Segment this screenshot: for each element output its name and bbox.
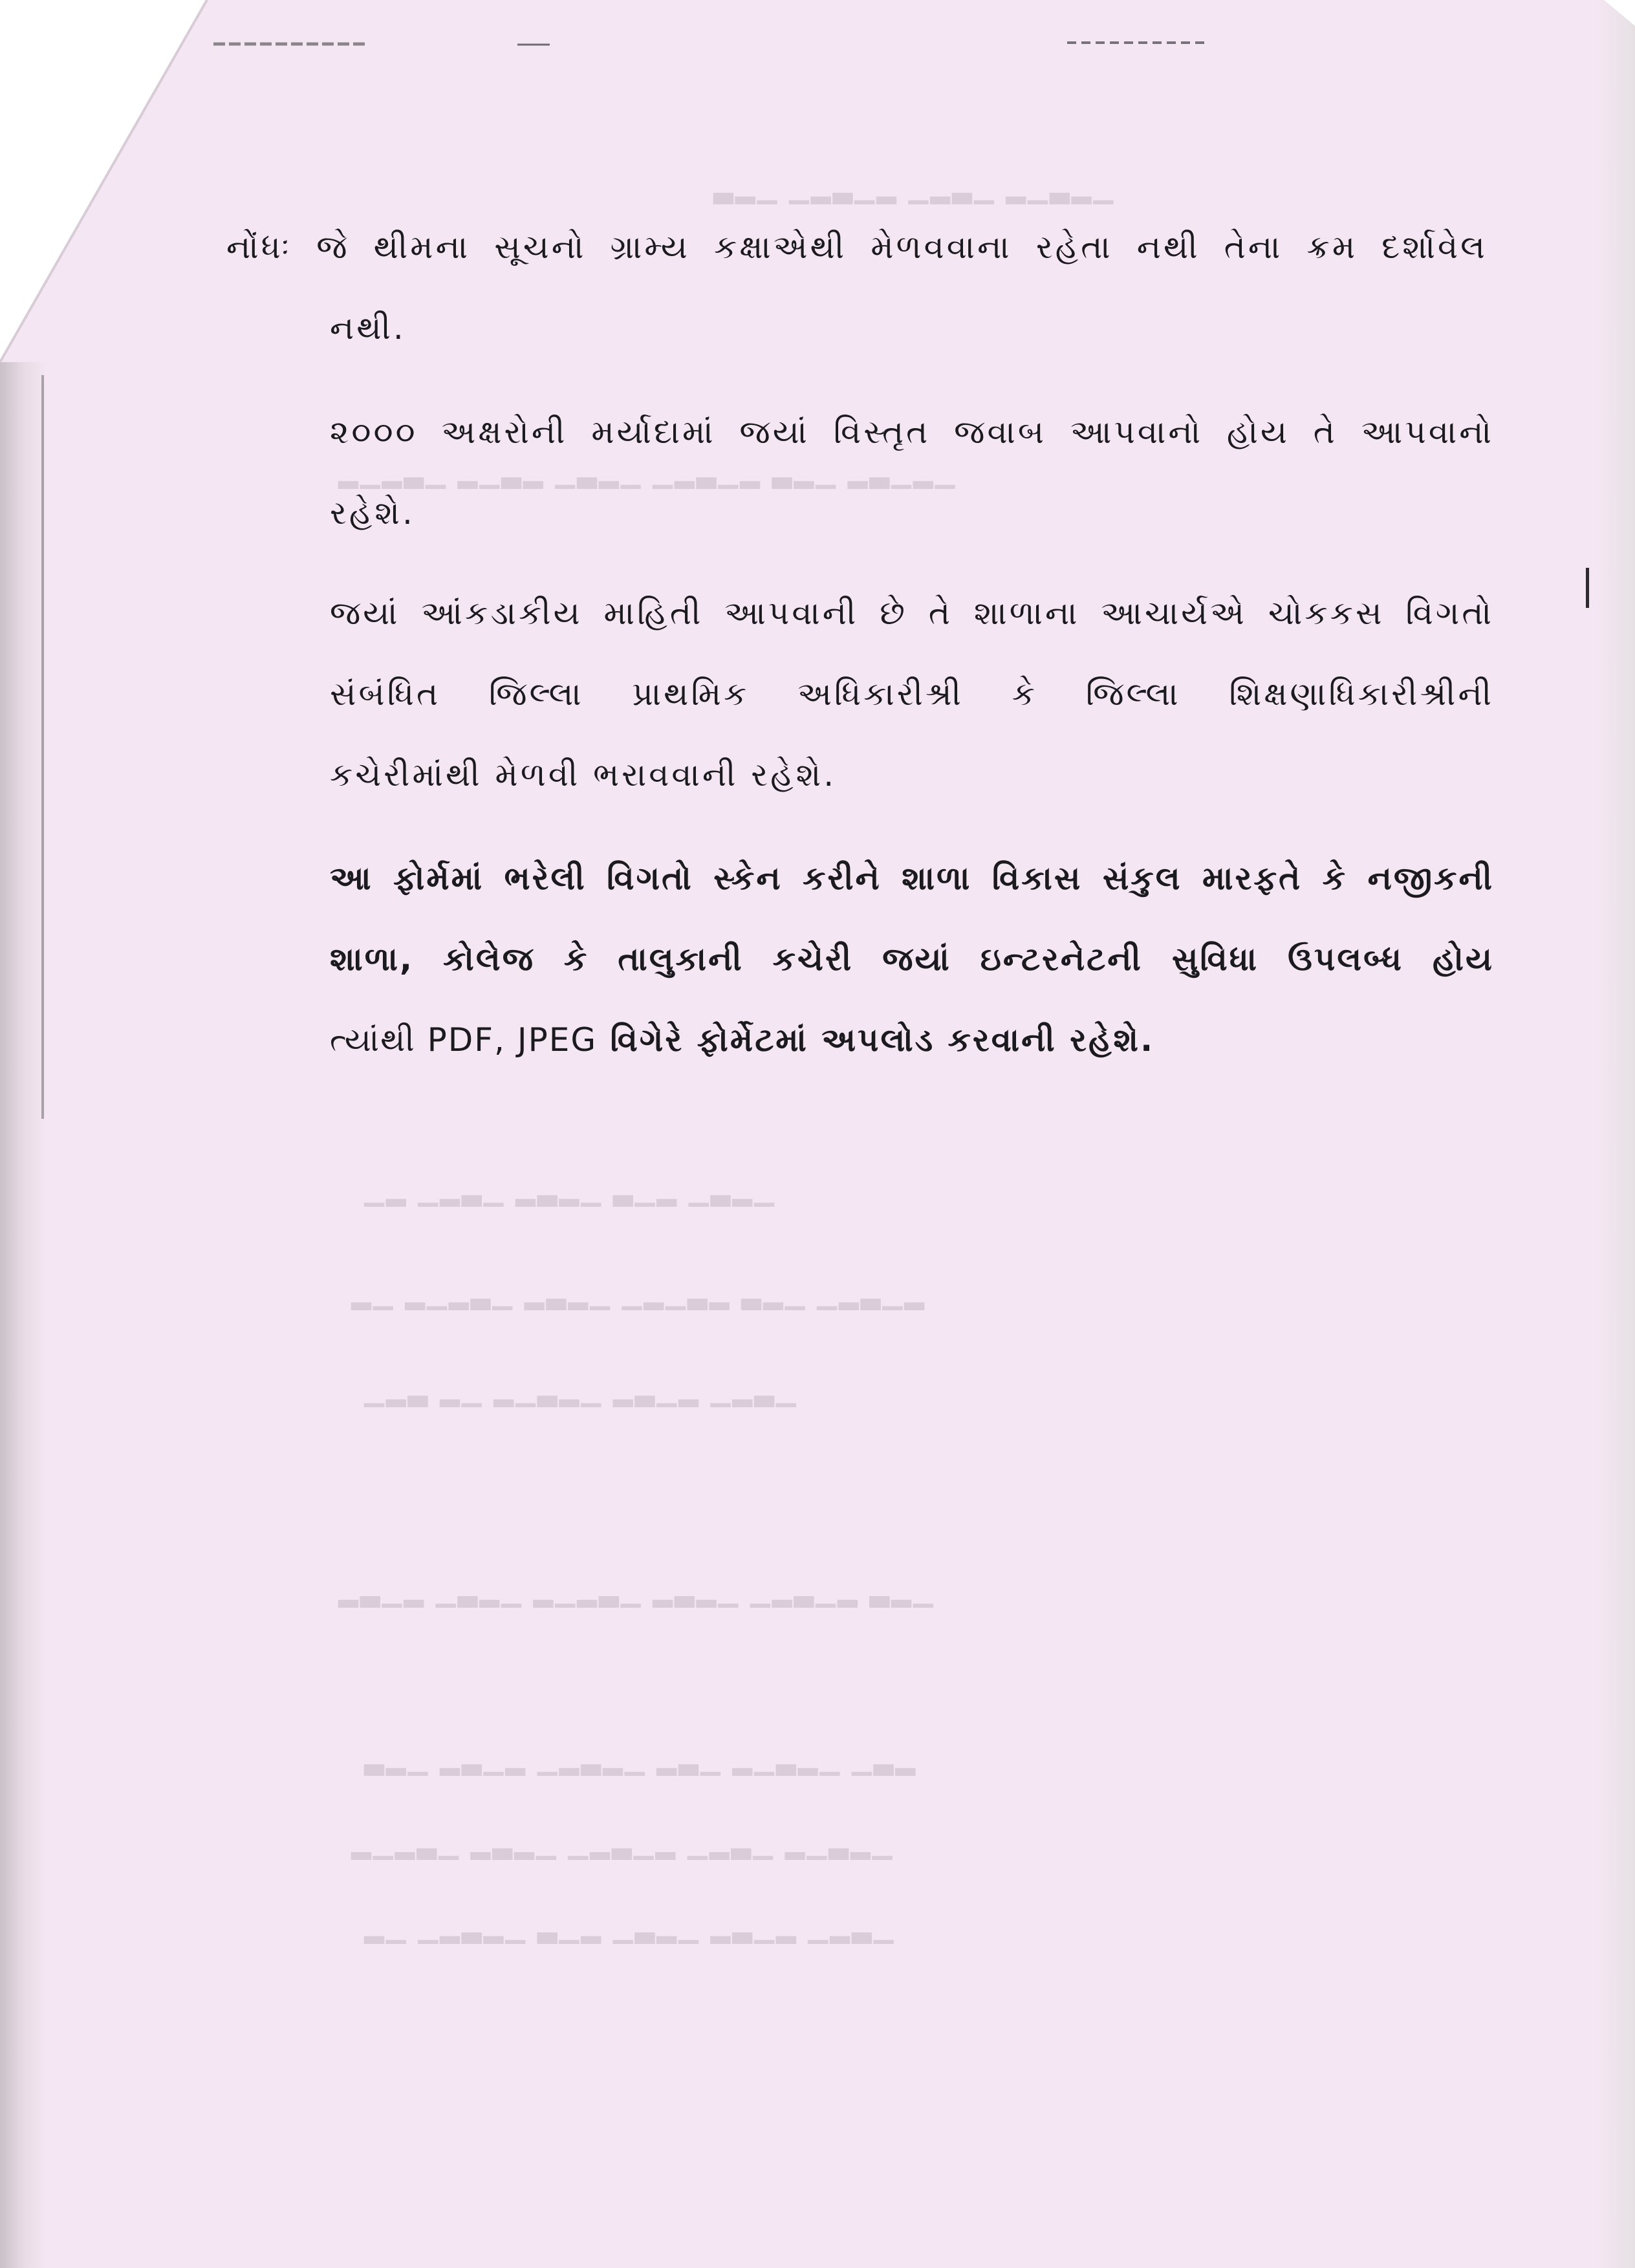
limit-paragraph-line-1: ૨૦૦૦ અક્ષરોની મર્યાદામાં જયાં વિસ્તૃત જવાબ આપવાનો હોય તે આપવાનો (330, 413, 1494, 451)
upload-instruction-end: વિગેરે ફોર્મેટમાં અપલોડ કરવાની રહેશે. (597, 1021, 1155, 1059)
upload-formats: ત્યાંથી PDF, JPEG (330, 1021, 598, 1059)
bleed-through: ▁▂▁▃▂ ▁▂▃ ▂▁▃▂▁ ▁▂▃▁ ▂▃▁▂ ▁▃▂▁▂ (336, 459, 955, 489)
bleed-through: ▂▃▁ ▁▂▃▁▂ ▁▃▂ ▁▂▃▂▁ ▂▁▃▂ ▁▂▃ (362, 1746, 916, 1776)
note-line-2: નથી. (330, 309, 406, 347)
bleed-through: ▁▂▃▁ ▂▁▃ ▁▂▃▂ ▁▃▂▁ ▂▁ (362, 1177, 774, 1207)
upload-paragraph-line-2: શાળા, કોલેજ કે તાલુકાની કચેરી જયાં ઇન્ટરનેટની સુવિધા ઉપલબ્ધ હોય (330, 940, 1494, 978)
bleed-through: ▁▃▂▁ ▂▁▃▂ ▁▂▃▁ ▂▁▃ ▁▂▃▂▁ ▁▂ (362, 1914, 894, 1944)
note-line-1: નોંધઃ જે થીમના સૂચનો ગ્રામ્ય કક્ષાએથી મેળવવાના રહેતા નથી તેના ક્રમ દર્શાવેલ (226, 228, 1488, 266)
limit-paragraph-line-2: રહેશે. (330, 494, 415, 532)
upload-paragraph-line-1: આ ફોર્મમાં ભરેલી વિગતો સ્કેન કરીને શાળા વિકાસ સંકુલ મારફતે કે નજીકની (330, 859, 1494, 897)
bleed-through: ▁▂▃ ▂▁▃▂▁ ▁▂▃▂ ▁▃▂▁▂ ▁▂▃▁ ▂▁▃▂ (336, 1578, 933, 1608)
bleed-through: ▁▂▃▁▂ ▁▃▂▁ ▂▁▃▂▁ ▁▂▃▂ ▁▃▂▁▂ (349, 1830, 893, 1860)
bleed-through: ▂▁▃▂▁ ▁▂▃ ▂▃▁▂▁ ▁▂▃▂ ▁▃▂▁▂ ▁▂ (349, 1280, 924, 1310)
statistics-paragraph-line-2: સંબંધિત જિલ્લા પ્રાથમિક અધિકારીશ્રી કે જિલ્લા શિક્ષણાધિકારીશ્રીની (330, 675, 1494, 713)
bleed-through: ▁▃▂▁ ▂▁▃▂ ▁▂▃▁▂ ▁▂ ▃▂▁ (362, 1377, 796, 1407)
upload-paragraph-line-3 (330, 1021, 1154, 1059)
statistics-paragraph-line-3: કચેરીમાંથી મેળવી ભરાવવાની રહેશે. (330, 756, 837, 794)
bleed-through: ▁▂▃▁▂ ▁▃▂▁ ▂▁▃▂▁ ▁▂▃ (711, 175, 1114, 204)
statistics-paragraph-line-1: જયાં આંકડાકીય માહિતી આપવાની છે તે શાળાના આચાર્યએ ચોકકસ વિગતો (330, 594, 1494, 632)
